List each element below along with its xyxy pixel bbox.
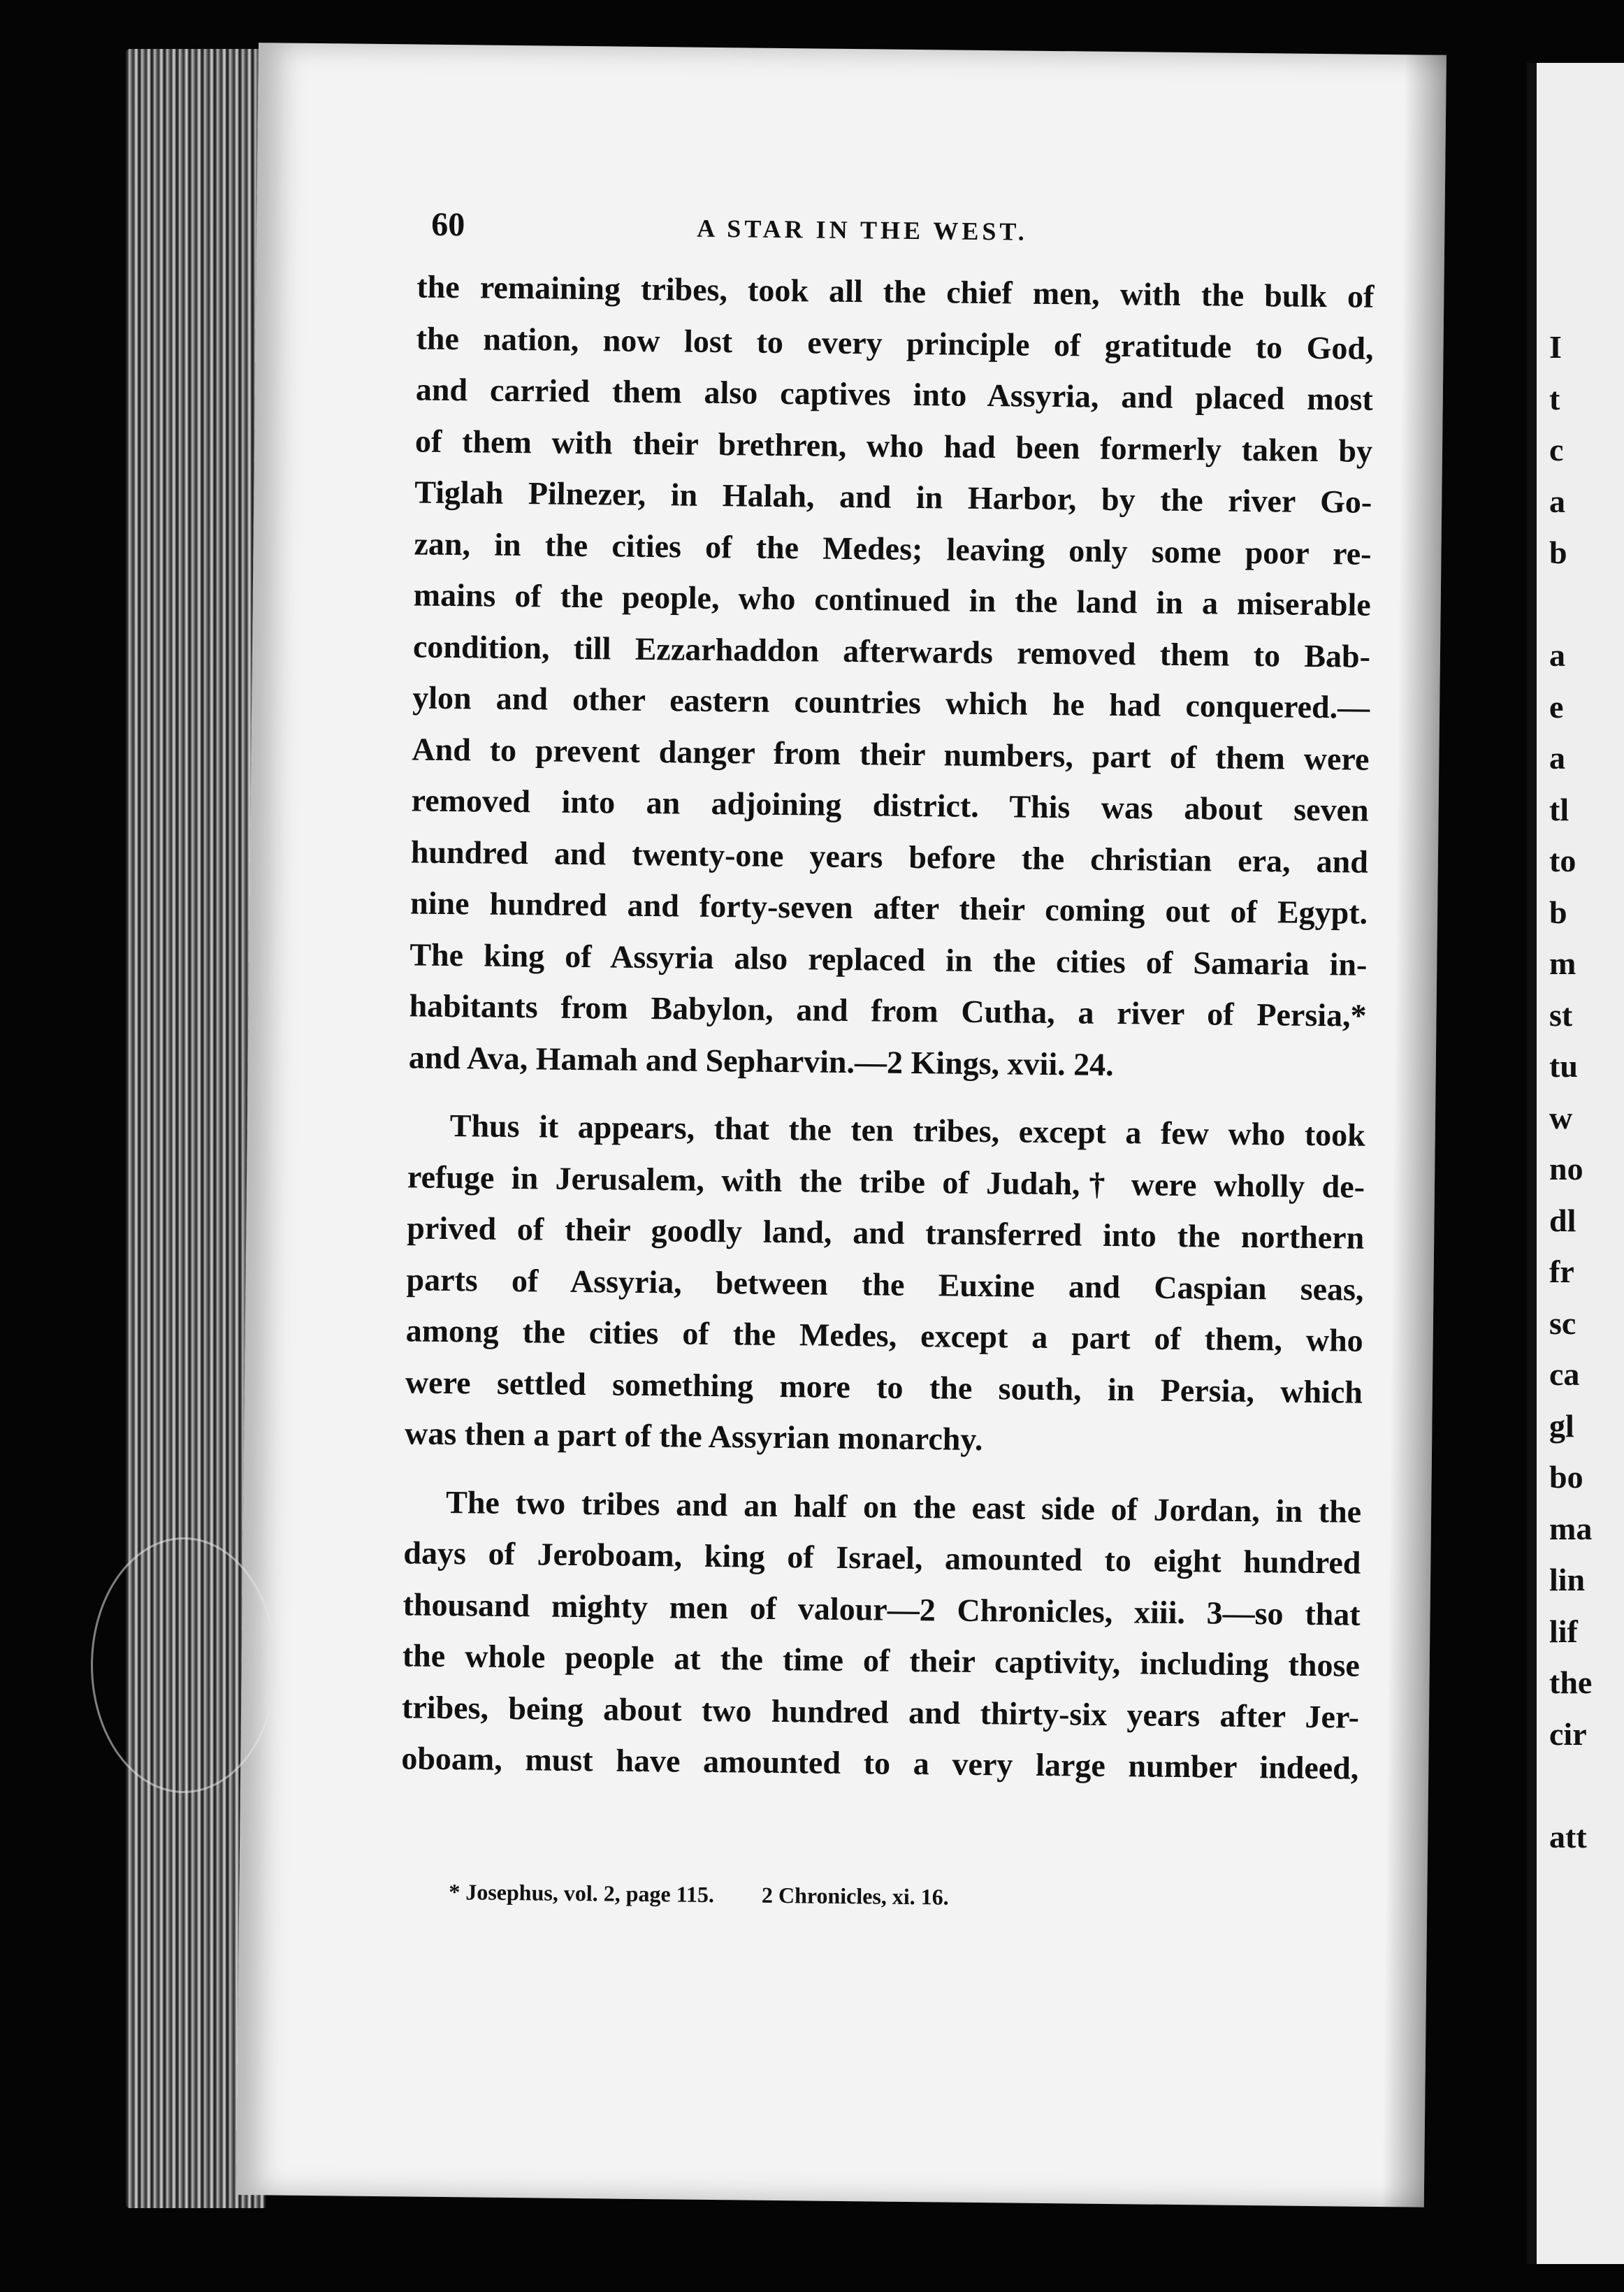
page-header [431,205,1354,257]
fragment-text: cir [1549,1716,1587,1752]
text-line: prived of their goodly land, and transferred into the northern [407,1210,1365,1256]
smudge-mark [91,1537,277,1793]
fragment-text: m [1549,945,1576,981]
fragment-text: sc [1549,1305,1576,1341]
paragraph [405,1099,1365,1469]
fragment-text: dl [1549,1202,1576,1238]
text-line: The king of Assyria also replaced in the cities of Samaria in- [409,936,1368,982]
text-line: mains of the people, who continued in the land in a miserable [413,576,1371,623]
text-line: refuge in Jerusalem, with the tribe of Judah,† were wholly de- [407,1158,1365,1205]
fragment-text: a [1549,483,1565,519]
fragment-text: tl [1549,791,1569,827]
text-line: thousand mighty men of valour—2 Chronicles, xiii. 3—so that [403,1586,1361,1632]
text-line: the whole people at the time of their captivity, including those [402,1637,1361,1683]
text-line: tribes, being about two hundred and thirty-six years after Jer- [401,1688,1360,1735]
text-line: nine hundred and forty-seven after their coming out of Egypt. [409,885,1368,931]
fragment-text: no [1549,1151,1583,1187]
text-line: Tiglah Pilnezer, in Halah, and in Harbor, by the river Go- [414,474,1372,520]
fragment-text: e [1549,688,1564,725]
fragment-text: to [1549,843,1576,878]
fragment-text: c [1549,432,1564,467]
text-line: condition, till Ezzarhaddon afterwards removed them to Bab- [412,628,1371,674]
fragment-text: fr [1549,1254,1574,1289]
fragment-text: ma [1549,1510,1593,1546]
fragment-text: att [1549,1818,1587,1855]
fragment-text: t [1549,380,1560,416]
fragment-text: lin [1549,1562,1586,1597]
text-line: Thus it appears, that the ten tribes, except a few who took [449,1108,1366,1153]
fragment-text: a [1549,637,1565,673]
text-line: hundred and twenty-one years before the christian era, and [410,833,1369,880]
body-text [401,261,1375,1794]
fragment-text: b [1549,535,1567,570]
book-page [236,43,1447,2207]
text-line: parts of Assyria, between the Euxine and Caspian seas, [406,1261,1364,1307]
running-title: A STAR IN THE WEST. [697,214,1028,246]
text-line: and carried them also captives into Assyria, and placed most [415,371,1374,417]
text-line: the remaining tribes, took all the chief men, with the bulk of [416,268,1375,314]
text-line: The two tribes and an half on the east side of Jordan, in the [445,1484,1362,1530]
text-line: and Ava, Hamah and Sepharvin.—2 Kings, xvii. 24. [408,1038,1114,1082]
text-line: zan, in the cities of the Medes; leaving only some poor re- [414,525,1372,572]
text-line: was then a part of the Assyrian monarchy. [404,1415,983,1458]
fragment-text: lif [1549,1613,1578,1649]
text-line: days of Jeroboam, king of Israel, amounted to eight hundred [403,1535,1361,1581]
text-line: were settled something more to the south, in Persia, which [405,1363,1363,1410]
fragment-text: tu [1549,1048,1578,1084]
text-line: habitants from Babylon, and from Cutha, a river of Persia,* [409,987,1367,1033]
text-line: the nation, now lost to every principle of gratitude to God, [416,319,1374,366]
fragment-text: ca [1549,1356,1580,1392]
footnote: 2 Chronicles, xi. 16. [761,1882,949,1910]
adjacent-page-fragment [1527,63,1624,2264]
footnotes [449,1879,1287,1914]
text-line: And to prevent danger from their numbers, part of them were [412,730,1370,777]
page-number: 60 [431,205,465,244]
fragment-text: w [1549,1099,1573,1136]
fragment-text: bo [1549,1459,1583,1495]
paragraph [408,261,1374,1092]
text-line: removed into an adjoining district. This was about seven [411,782,1369,828]
fragment-text: I [1549,329,1562,365]
gutter-shadow [1382,55,1447,2207]
text-line: of them with their brethren, who had been formerly taken by [414,422,1373,469]
fragment-text: the [1549,1664,1593,1700]
fragment-text: gl [1549,1407,1574,1444]
fragment-text: b [1549,894,1567,930]
footnote: * Josephus, vol. 2, page 115. [449,1879,715,1908]
fragment-text: a [1549,740,1565,776]
text-line: among the cities of the Medes, except a part of them, who [405,1312,1363,1358]
paragraph [401,1476,1362,1794]
fragment-text: st [1549,996,1573,1033]
text-line: oboam, must have amounted to a very large number indeed, [401,1740,1359,1786]
text-line: ylon and other eastern countries which he had conquered.— [412,679,1370,725]
